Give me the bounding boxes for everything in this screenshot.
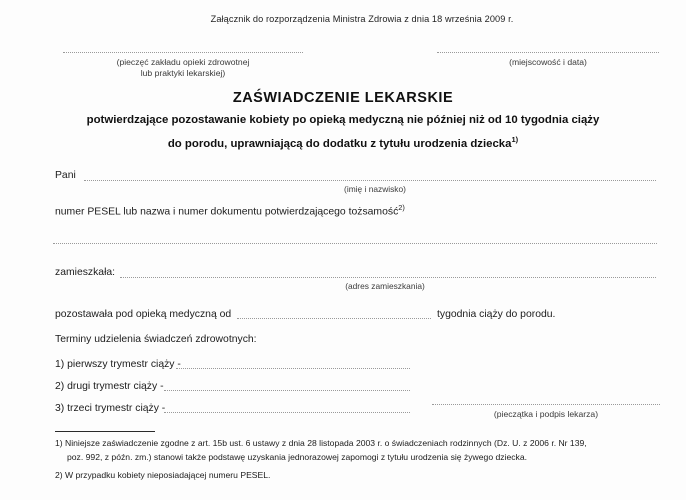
place-date-field[interactable] (437, 52, 659, 68)
pesel-label (55, 203, 405, 217)
name-input-line[interactable] (84, 180, 656, 181)
trimester-1-input-line[interactable] (176, 368, 410, 369)
footnote-1-line2: poz. 992, z późn. zm.) stanowi także podstawę uzyskania jednorazowej zapomogi z tytułu urodzenia się żywego dziecka. (67, 451, 528, 462)
page-subtitle-line2-text: do porodu, uprawniającą do dodatku z tytułu urodzenia dziecka (167, 137, 512, 150)
doctor-signature-dotted-line (432, 404, 660, 405)
care-start-input-line[interactable] (237, 318, 431, 319)
care-start-label: pozostawała pod opieką medyczną od (55, 309, 232, 320)
address-caption: (adres zamieszkania) (345, 281, 425, 291)
pesel-input-line[interactable] (53, 243, 657, 244)
pesel-label-text: numer PESEL lub nazwa i numer dokumentu potwierdzającego tożsamość (55, 206, 399, 218)
page-subtitle-line2 (0, 130, 686, 154)
doctor-signature-field[interactable] (432, 404, 660, 420)
address-label: zamieszkała: (55, 267, 116, 278)
footnotes (55, 437, 663, 488)
footnote-2: 2) W przypadku kobiety nieposiadającej numeru PESEL. (55, 470, 271, 480)
services-dates-heading: Terminy udzielenia świadczeń zdrowotnych: (55, 334, 257, 345)
name-caption: (imię i nazwisko) (344, 184, 406, 194)
clinic-stamp-dotted-line (63, 52, 303, 53)
footnote-1 (55, 437, 663, 464)
place-date-dotted-line (437, 52, 659, 53)
place-date-caption: (miejscowość i data) (509, 57, 587, 67)
page-subtitle-line1: potwierdzające pozostawanie kobiety po opieką medyczną nie później niż od 10 tygodnia ciąży (86, 114, 600, 126)
trimester-2-input-line[interactable] (164, 390, 410, 391)
clinic-stamp-caption-line2: lub praktyki lekarskiej) (140, 68, 226, 78)
trimester-2-label: 2) drugi trymestr ciąży - (55, 381, 164, 392)
clinic-stamp-caption-line1: (pieczęć zakładu opieki zdrowotnej (116, 57, 250, 67)
doctor-signature-caption: (pieczątka i podpis lekarza) (493, 409, 599, 419)
trimester-3-label: 3) trzeci trymestr ciąży - (55, 403, 166, 414)
footnote-divider (55, 431, 155, 432)
pesel-footnote-marker: 2) (398, 203, 405, 212)
trimester-1-label: 1) pierwszy trymestr ciąży - (55, 359, 181, 370)
footnote-1-line1: 1) Niniejsze zaświadczenie zgodne z art. 15b ust. 6 ustawy z dnia 28 listopada 2003 r. o świadczeniach rodzinnych (Dz. U. z 2006 r. Nr 139, (55, 438, 587, 448)
care-start-suffix: tygodnia ciąży do porodu. (437, 309, 556, 320)
address-input-line[interactable] (120, 277, 656, 278)
header-note: Załącznik do rozporządzenia Ministra Zdrowia z dnia 18 września 2009 r. (210, 14, 514, 24)
trimester-3-input-line[interactable] (164, 412, 410, 413)
page-subtitle-footnote-marker: 1) (511, 135, 519, 144)
clinic-stamp-field[interactable] (63, 52, 303, 79)
name-label: Pani (55, 170, 76, 181)
page-title: ZAŚWIADCZENIE LEKARSKIE (232, 90, 454, 106)
page-subtitle (0, 111, 686, 154)
